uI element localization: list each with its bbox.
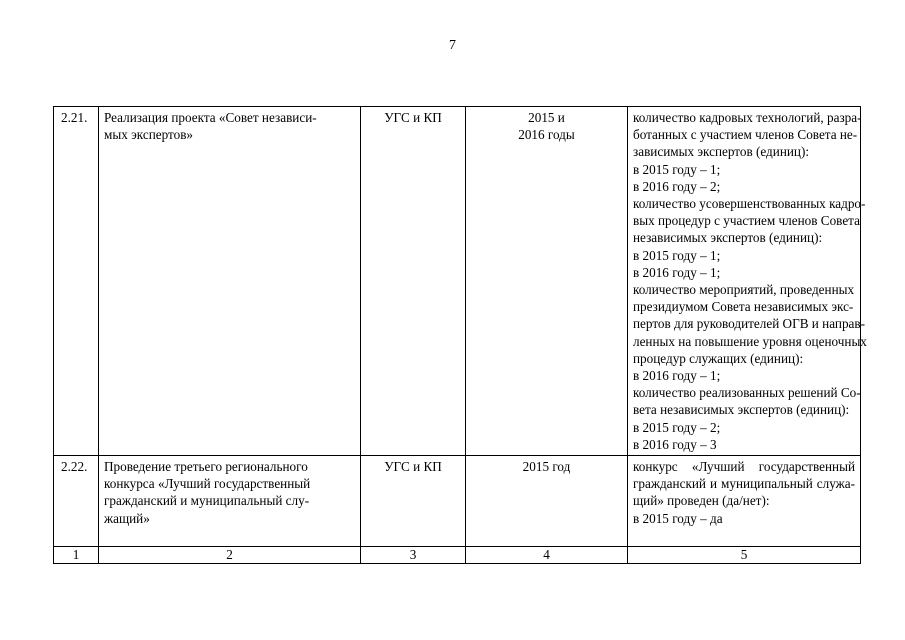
event-name-line: жащий» [104,510,150,526]
indicator-line: в 2016 году – 3 [633,436,717,452]
event-name-line: мых экспертов» [104,127,194,143]
column-number: 1 [54,547,99,564]
indicator-line: конкурс «Лучший государственный [633,459,855,475]
indicator-line: в 2015 году – 1; [633,161,721,177]
indicator-line: в 2015 году – да [633,510,723,526]
indicator-line: ленных на повышение уровня оценочных [633,333,867,349]
event-name-line: Реализация проекта «Совет независи- [104,110,317,125]
table-row-2-22 [54,456,861,547]
indicator-line: в 2015 году – 1; [633,247,721,263]
plan-table [53,106,867,564]
period-line: 2016 годы [518,127,575,143]
indicator-line: гражданский и муниципальный служа- [633,476,855,492]
column-number: 5 [628,547,861,564]
column-numbers-row [54,547,861,564]
indicator-line: вых процедур с участием членов Совета [633,213,860,229]
period [466,456,628,547]
indicator-line: в 2016 году – 1; [633,368,721,384]
indicator-line: зависимых экспертов (единиц): [633,144,810,160]
indicator-line: количество усовершенствованных кадро- [633,196,866,212]
indicator-line: вета независимых экспертов (единиц): [633,402,850,418]
indicator-line [633,527,855,544]
column-number: 4 [466,547,628,564]
event-name-line: конкурса «Лучший государственный [104,476,311,492]
indicators [628,107,867,456]
period [466,107,628,456]
indicator-line: независимых экспертов (единиц): [633,230,823,246]
column-number: 3 [361,547,466,564]
event-name [99,456,361,547]
event-name [99,107,361,456]
period-line: 2015 год [522,459,571,475]
period-line: 2015 и [528,110,565,125]
indicator-line: процедур служащих (единиц): [633,350,804,366]
event-name-line: гражданский и муниципальный слу- [104,493,310,509]
executor: УГС и КП [361,107,466,456]
indicator-line: ботанных с участием членов Совета не- [633,127,858,143]
row-number: 2.21. [54,107,99,456]
indicator-line: в 2016 году – 2; [633,178,721,194]
table-row-2-21 [54,107,861,456]
indicator-line: количество реализованных решений Со- [633,385,861,401]
row-number: 2.22. [54,456,99,547]
indicator-line: щий» проведен (да/нет): [633,493,770,509]
indicator-line: количество кадровых технологий, разра- [633,110,862,125]
indicator-line: в 2015 году – 2; [633,419,721,435]
indicator-line: в 2016 году – 1; [633,264,721,280]
column-number: 2 [99,547,361,564]
indicator-line: количество мероприятий, проведенных [633,282,855,298]
event-name-line: Проведение третьего регионального [104,459,308,475]
executor: УГС и КП [361,456,466,547]
indicators [628,456,861,547]
indicator-line: пертов для руководителей ОГВ и направ- [633,316,866,332]
indicator-line: президиумом Совета независимых экс- [633,299,854,315]
page-number: 7 [449,38,456,53]
